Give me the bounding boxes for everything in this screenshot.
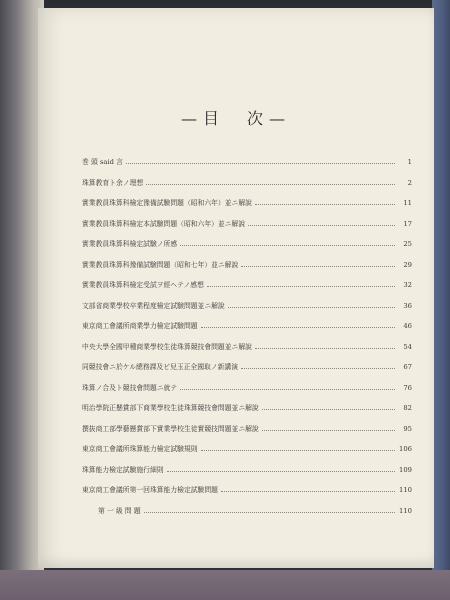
dot-leader <box>146 183 395 185</box>
dot-leader <box>262 408 395 410</box>
dot-leader <box>180 388 395 390</box>
toc-entry <box>82 423 412 444</box>
toc-entry-page: 82 <box>403 404 412 412</box>
toc-entry <box>82 341 412 362</box>
toc-entry-label: 東京商工會議所第一回珠算能力檢定試驗問題 <box>82 486 218 494</box>
dot-leader <box>167 470 395 472</box>
book-page <box>38 8 434 568</box>
toc-entry-label: 實業教員珠算科檢定受試ヲ經ヘテノ感想 <box>82 281 204 289</box>
toc-list <box>82 156 412 525</box>
toc-entry-label: 東京商工會議所商業學力檢定試驗問題 <box>82 322 198 330</box>
toc-entry-label: 實業教員珠算科檢定試驗ノ所感 <box>82 240 178 248</box>
toc-entry-label: 明治學院正懸賞部下商業學校生徒珠算競技會問題並ニ解說 <box>82 404 259 412</box>
toc-entry-label: 珠算ノ合及ト競技會問題ニ就テ <box>82 383 178 392</box>
toc-entry-page: 46 <box>403 322 412 330</box>
toc-entry <box>82 505 412 526</box>
book-cover-right <box>432 0 450 600</box>
dot-leader <box>248 224 395 226</box>
toc-entry-page: 17 <box>403 219 412 228</box>
book-cover-bottom <box>0 570 450 600</box>
dot-leader <box>201 449 395 451</box>
toc-entry <box>82 218 412 239</box>
toc-entry-page: 2 <box>407 178 412 187</box>
dot-leader <box>126 162 395 164</box>
dot-leader <box>262 429 395 431</box>
toc-entry-page: 110 <box>399 506 412 515</box>
toc-entry-page: 1 <box>407 158 412 166</box>
toc-entry-label: 實業教員珠算科檢定豫備試驗問題（昭和六年）並ニ解說 <box>82 199 252 207</box>
toc-entry-page: 95 <box>403 424 412 433</box>
toc-entry-label: 中央大學全國甲種商業學校生徒珠算競技會問題並ニ解說 <box>82 342 252 351</box>
toc-entry-label: 第 一 級 問 題 <box>98 506 141 515</box>
toc-entry-page: 29 <box>403 260 412 269</box>
toc-entry <box>82 320 412 341</box>
toc-entry <box>82 259 412 280</box>
toc-entry <box>82 238 412 259</box>
dot-leader <box>221 490 395 492</box>
toc-entry-label: 珠算教育ト余ノ理想 <box>82 178 144 187</box>
dot-leader <box>180 244 395 246</box>
toc-entry-label: 撰抜商工部學藝懸賞部下實業學校生徒實競技問題並ニ解說 <box>82 424 259 433</box>
toc-entry-label: 東京商工會議所珠算能力檢定試驗規則 <box>82 445 198 453</box>
toc-entry <box>82 361 412 382</box>
dot-leader <box>228 306 395 308</box>
toc-entry <box>82 443 412 464</box>
toc-entry-label: 文部省商業學校卒業程度檢定試驗問題並ニ解說 <box>82 301 225 310</box>
toc-entry <box>82 382 412 403</box>
toc-entry-label: 實業教員珠算科豫備試驗問題（昭和七年）並ニ解說 <box>82 260 239 269</box>
toc-entry-page: 54 <box>403 342 412 351</box>
toc-entry <box>82 464 412 485</box>
toc-entry <box>82 279 412 300</box>
toc-entry-page: 36 <box>403 301 412 310</box>
dot-leader <box>144 511 395 513</box>
toc-entry-label: 同競技會ニ於ケル總務課及ビ兒玉正全國取ノ新講演 <box>82 363 238 371</box>
toc-entry-label: 實業教員珠算科檢定本試驗問題（昭和六年）並ニ解說 <box>82 219 246 228</box>
toc-entry <box>82 197 412 218</box>
toc-entry <box>82 177 412 198</box>
toc-entry-page: 67 <box>403 363 412 371</box>
dot-leader <box>241 367 395 369</box>
toc-entry <box>82 484 412 505</box>
toc-entry-label: 巻 頭 said 言 <box>82 158 123 166</box>
toc-entry-page: 110 <box>399 486 412 494</box>
dot-leader <box>207 285 395 287</box>
dot-leader <box>241 265 395 267</box>
toc-entry-page: 32 <box>403 281 412 289</box>
toc-title: —目 次— <box>180 109 291 128</box>
toc-entry-page: 76 <box>403 383 412 392</box>
toc-entry-page: 106 <box>399 445 412 453</box>
toc-entry-label: 珠算能力檢定試驗施行細則 <box>82 465 164 474</box>
toc-entry <box>82 300 412 321</box>
toc-entry-page: 11 <box>403 199 412 207</box>
dot-leader <box>201 326 395 328</box>
toc-entry <box>82 402 412 423</box>
toc-entry-page: 25 <box>403 240 412 248</box>
dot-leader <box>255 203 395 205</box>
dot-leader <box>255 347 395 349</box>
toc-entry <box>82 156 412 177</box>
toc-entry-page: 109 <box>399 465 412 474</box>
